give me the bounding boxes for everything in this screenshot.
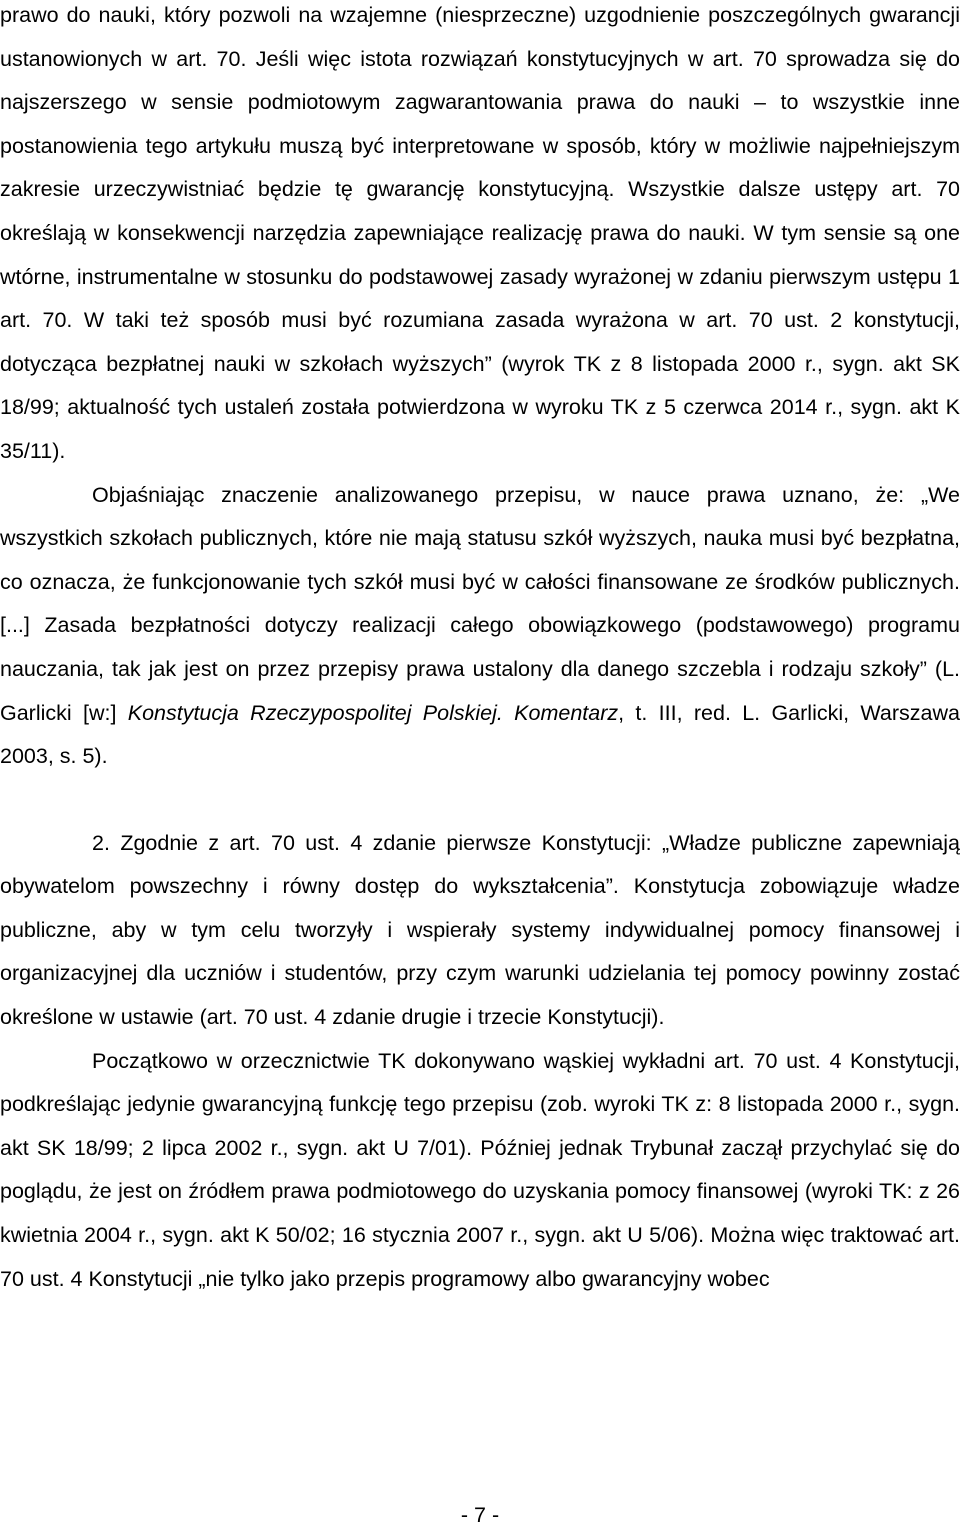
book-title: Konstytucja Rzeczypospolitej Polskiej. Komentarz <box>127 700 619 725</box>
paragraph-1: prawo do nauki, który pozwoli na wzajemne (niesprzeczne) uzgodnienie poszczególnych gwarancji ustanowionych w art. 70. Jeśli więc istota rozwiązań konstytucyjnych w art. 70 sprowadza się do najszerszego w sensie podmiotowym zagwarantowania prawa do nauki – to wszystkie inne postanowienia tego artykułu muszą być interpretowane w sposób, który w możliwie najpełniejszym zakresie urzeczywistniać będzie tę gwarancję konstytucyjną. Wszystkie dalsze ustępy art. 70 określają w konsekwencji narzędzia zapewniające realizację prawa do nauki. W tym sensie są one wtórne, instrumentalne w stosunku do podstawowej zasady wyrażonej w zdaniu pierwszym ustępu 1 art. 70. W taki też sposób musi być rozumiana zasada wyrażona w art. 70 ust. 2 konstytucji, dotycząca bezpłatnej nauki w szkołach wyższych” (wyrok TK z 8 listopada 2000 r., sygn. akt SK 18/99; aktualność tych ustaleń została potwierdzona w wyroku TK z 5 czerwca 2014 r., sygn. akt K 35/11). <box>0 3 960 463</box>
paragraph-2 <box>0 474 960 779</box>
paragraph-4: Początkowo w orzecznictwie TK dokonywano wąskiej wykładni art. 70 ust. 4 Konstytucji, podkreślając jedynie gwarancyjną funkcję tego przepisu (zob. wyroki TK z: 8 listopada 2000 r., sygn. akt SK 18/99; 2 lipca 2002 r., sygn. akt U 7/01). Później jednak Trybunał zaczął przychylać się do poglądu, że jest on źródłem prawa podmiotowego do uzyskania pomocy finansowej (wyroki TK: z 26 kwietnia 2004 r., sygn. akt K 50/02; 16 stycznia 2007 r., sygn. akt U 5/06). Można więc traktować art. 70 ust. 4 Konstytucji „nie tylko jako przepis programowy albo gwarancyjny wobec <box>0 1048 960 1291</box>
section-gap <box>0 779 960 822</box>
paragraph-2-text: Objaśniając znaczenie analizowanego przepisu, w nauce prawa uznano, że: „We wszystkich szkołach publicznych, które nie mają statusu szkół wyższych, nauka musi być bezpłatna, co oznacza, że funkcjonowanie tych szkół musi być w całości finansowane ze środków publicznych. [...] Zasada bezpłatności dotyczy realizacji całego obowiązkowego (podstawowego) programu nauczania, tak jak jest on przez przepisy prawa ustalony dla danego szczebla i rodzaju szkoły” (L. Garlicki [w:] <box>0 482 960 725</box>
paragraph-2-citation: , t. III, red. L. Garlicki, Warszawa 2003, s. 5). <box>0 700 960 769</box>
paragraph-3: 2. Zgodnie z art. 70 ust. 4 zdanie pierwsze Konstytucji: „Władze publiczne zapewniają obywatelom powszechny i równy dostęp do wykształcenia”. Konstytucja zobowiązuje władze publiczne, aby w tym celu tworzyły i wspierały systemy indywidualnej pomocy finansowej i organizacyjnej dla uczniów i studentów, przy czym warunki udzielania tej pomocy powinny zostać określone w ustawie (art. 70 ust. 4 zdanie drugie i trzecie Konstytucji). <box>0 830 960 1030</box>
page-number: - 7 - <box>460 1503 500 1527</box>
